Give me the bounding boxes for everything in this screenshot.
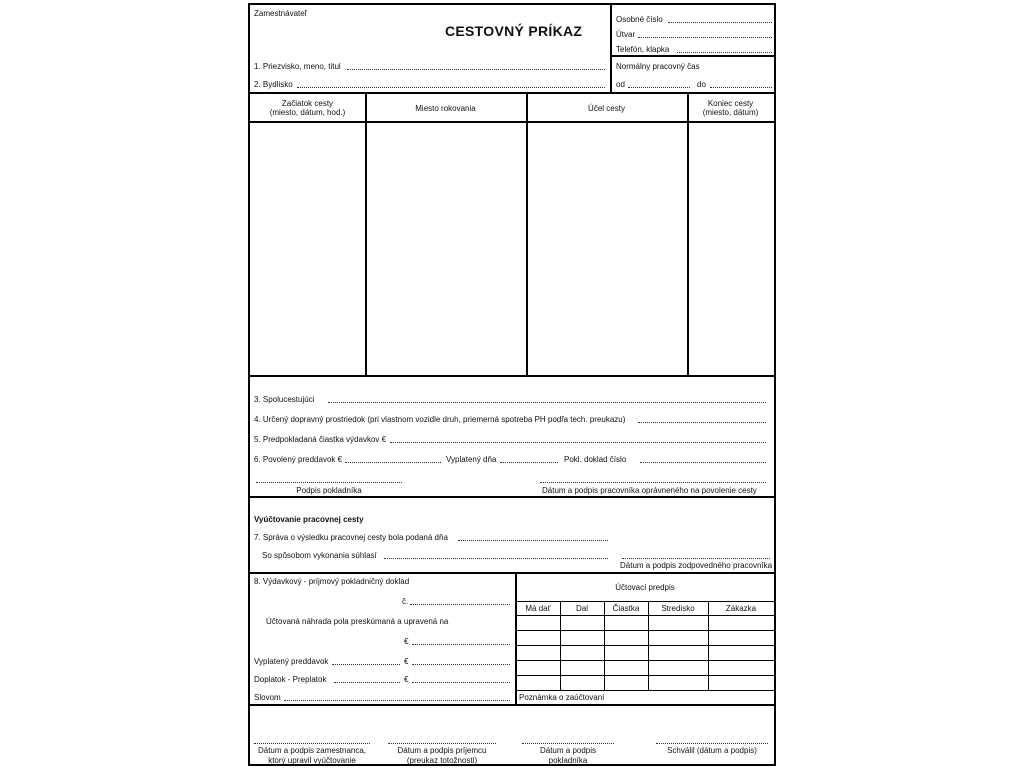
accounting-entries-grid[interactable] (517, 616, 773, 689)
companions-label: 3. Spolucestujúci (254, 395, 315, 404)
employee-sign-field[interactable] (254, 743, 370, 744)
phone-field[interactable] (677, 52, 772, 53)
employer-label: Zamestnávateľ (254, 9, 308, 18)
expected-costs-label: 5. Predpokladaná čiastka výdavkov € (254, 435, 387, 444)
paid-advance-amount-field[interactable] (412, 664, 510, 665)
cashier-final-sign-label-2: pokladníka (548, 756, 588, 765)
cash-doc-field[interactable] (640, 462, 766, 463)
approver-sign-field[interactable] (540, 482, 766, 483)
report-date-field[interactable] (458, 540, 608, 541)
compensation-label: Účtovaná náhrada pola preskúmaná a upravená na (266, 617, 449, 626)
cashier-sign-field[interactable] (256, 482, 402, 483)
paid-advance-euro: € (404, 657, 409, 666)
from-label: od (616, 80, 625, 89)
approval-label: So spôsobom vykonania súhlasí (262, 551, 377, 560)
personal-number-label: Osobné číslo (616, 15, 663, 24)
report-label: 7. Správa o výsledku pracovnej cesty bola podaná dňa (254, 533, 448, 542)
working-time-label: Normálny pracovný čas (616, 62, 700, 71)
compensation-euro: € (404, 637, 409, 646)
transport-label: 4. Určený dopravný prostriedok (pri vlastnom vozidle druh, priemerná spotreba PH podľa tech. preukazu) (254, 415, 626, 424)
department-label: Útvar (616, 30, 636, 39)
cashier-sign-label: Podpis pokladníka (296, 486, 362, 495)
department-field[interactable] (638, 37, 772, 38)
surcharge-field[interactable] (334, 682, 400, 683)
number-label: č. (402, 597, 409, 606)
expected-costs-field[interactable] (390, 442, 766, 443)
approval-field[interactable] (384, 558, 608, 559)
cashier-final-sign-field[interactable] (522, 743, 614, 744)
paid-advance-label: Vyplatený preddavok (254, 657, 329, 666)
transport-field[interactable] (638, 422, 766, 423)
meeting-place-cell[interactable] (368, 123, 525, 374)
number-field[interactable] (410, 604, 510, 605)
recipient-sign-field[interactable] (388, 743, 496, 744)
address-label: 2. Bydlisko (254, 80, 293, 89)
name-field[interactable] (347, 69, 605, 70)
in-words-field[interactable] (284, 700, 510, 701)
paid-on-field[interactable] (500, 462, 558, 463)
col-cost-center: Stredisko (661, 604, 695, 613)
phone-label: Telefón, klapka (616, 45, 670, 54)
col-meeting-place: Miesto rokovania (415, 104, 476, 113)
responsible-sign-field[interactable] (622, 558, 770, 559)
compensation-field[interactable] (412, 644, 510, 645)
accounting-heading: Účtovací predpis (615, 583, 675, 592)
address-field[interactable] (297, 87, 605, 88)
in-words-label: Slovom (254, 693, 281, 702)
purpose-cell[interactable] (529, 123, 686, 374)
recipient-sign-label-1: Dátum a podpis príjemcu (397, 746, 487, 755)
surcharge-euro: € (404, 675, 409, 684)
to-label: do (697, 80, 706, 89)
col-start-title: Začiatok cesty (281, 99, 334, 108)
employee-sign-label-2: ktorý upravil vyúčtovanie (268, 756, 356, 765)
start-cell[interactable] (252, 123, 364, 374)
cash-doc-number-label: 8. Výdavkový - príjmový pokladničný doklad (254, 577, 410, 586)
col-end-subtitle: (miesto, dátum) (702, 108, 759, 117)
col-purpose: Účel cesty (588, 104, 625, 113)
advance-label: 6. Povolený preddavok € (254, 455, 343, 464)
col-end-title: Koniec cesty (707, 99, 754, 108)
col-credit: Dal (575, 604, 588, 613)
responsible-sign-label: Dátum a podpis zodpovedného pracovníka (620, 561, 773, 570)
col-amount: Čiastka (612, 604, 640, 613)
surcharge-label: Doplatok - Preplatok (254, 675, 327, 684)
col-debit: Má dať (525, 604, 551, 613)
paid-on-label: Vyplatený dňa (446, 455, 497, 464)
employee-sign-label-1: Dátum a podpis zamestnanca, (257, 746, 367, 755)
col-start-subtitle: (miesto, dátum, hod.) (269, 108, 346, 117)
cash-doc-label: Pokl. doklad číslo (564, 455, 627, 464)
recipient-sign-label-2: (preukaz totožnosti) (406, 756, 478, 765)
form-title: CESTOVNÝ PRÍKAZ (445, 23, 583, 39)
advance-field[interactable] (345, 462, 441, 463)
to-field[interactable] (710, 87, 772, 88)
end-cell[interactable] (690, 123, 772, 374)
from-field[interactable] (628, 87, 690, 88)
approved-sign-field[interactable] (656, 743, 768, 744)
travel-order-form (248, 3, 776, 766)
settlement-heading: Vyúčtovanie pracovnej cesty (254, 515, 364, 524)
accounting-note-label: Poznámka o zaúčtovaní (519, 693, 605, 702)
companions-field[interactable] (328, 402, 766, 403)
personal-number-field[interactable] (668, 22, 772, 23)
approver-sign-label: Dátum a podpis pracovníka oprávneného na povolenie cesty (542, 486, 757, 495)
cashier-final-sign-label-1: Dátum a podpis (539, 746, 597, 755)
name-label: 1. Priezvisko, meno, titul (254, 62, 341, 71)
approved-sign-label: Schválil (dátum a podpis) (667, 746, 757, 755)
surcharge-amount-field[interactable] (412, 682, 510, 683)
col-order: Zákazka (725, 604, 757, 613)
paid-advance-field[interactable] (332, 664, 400, 665)
